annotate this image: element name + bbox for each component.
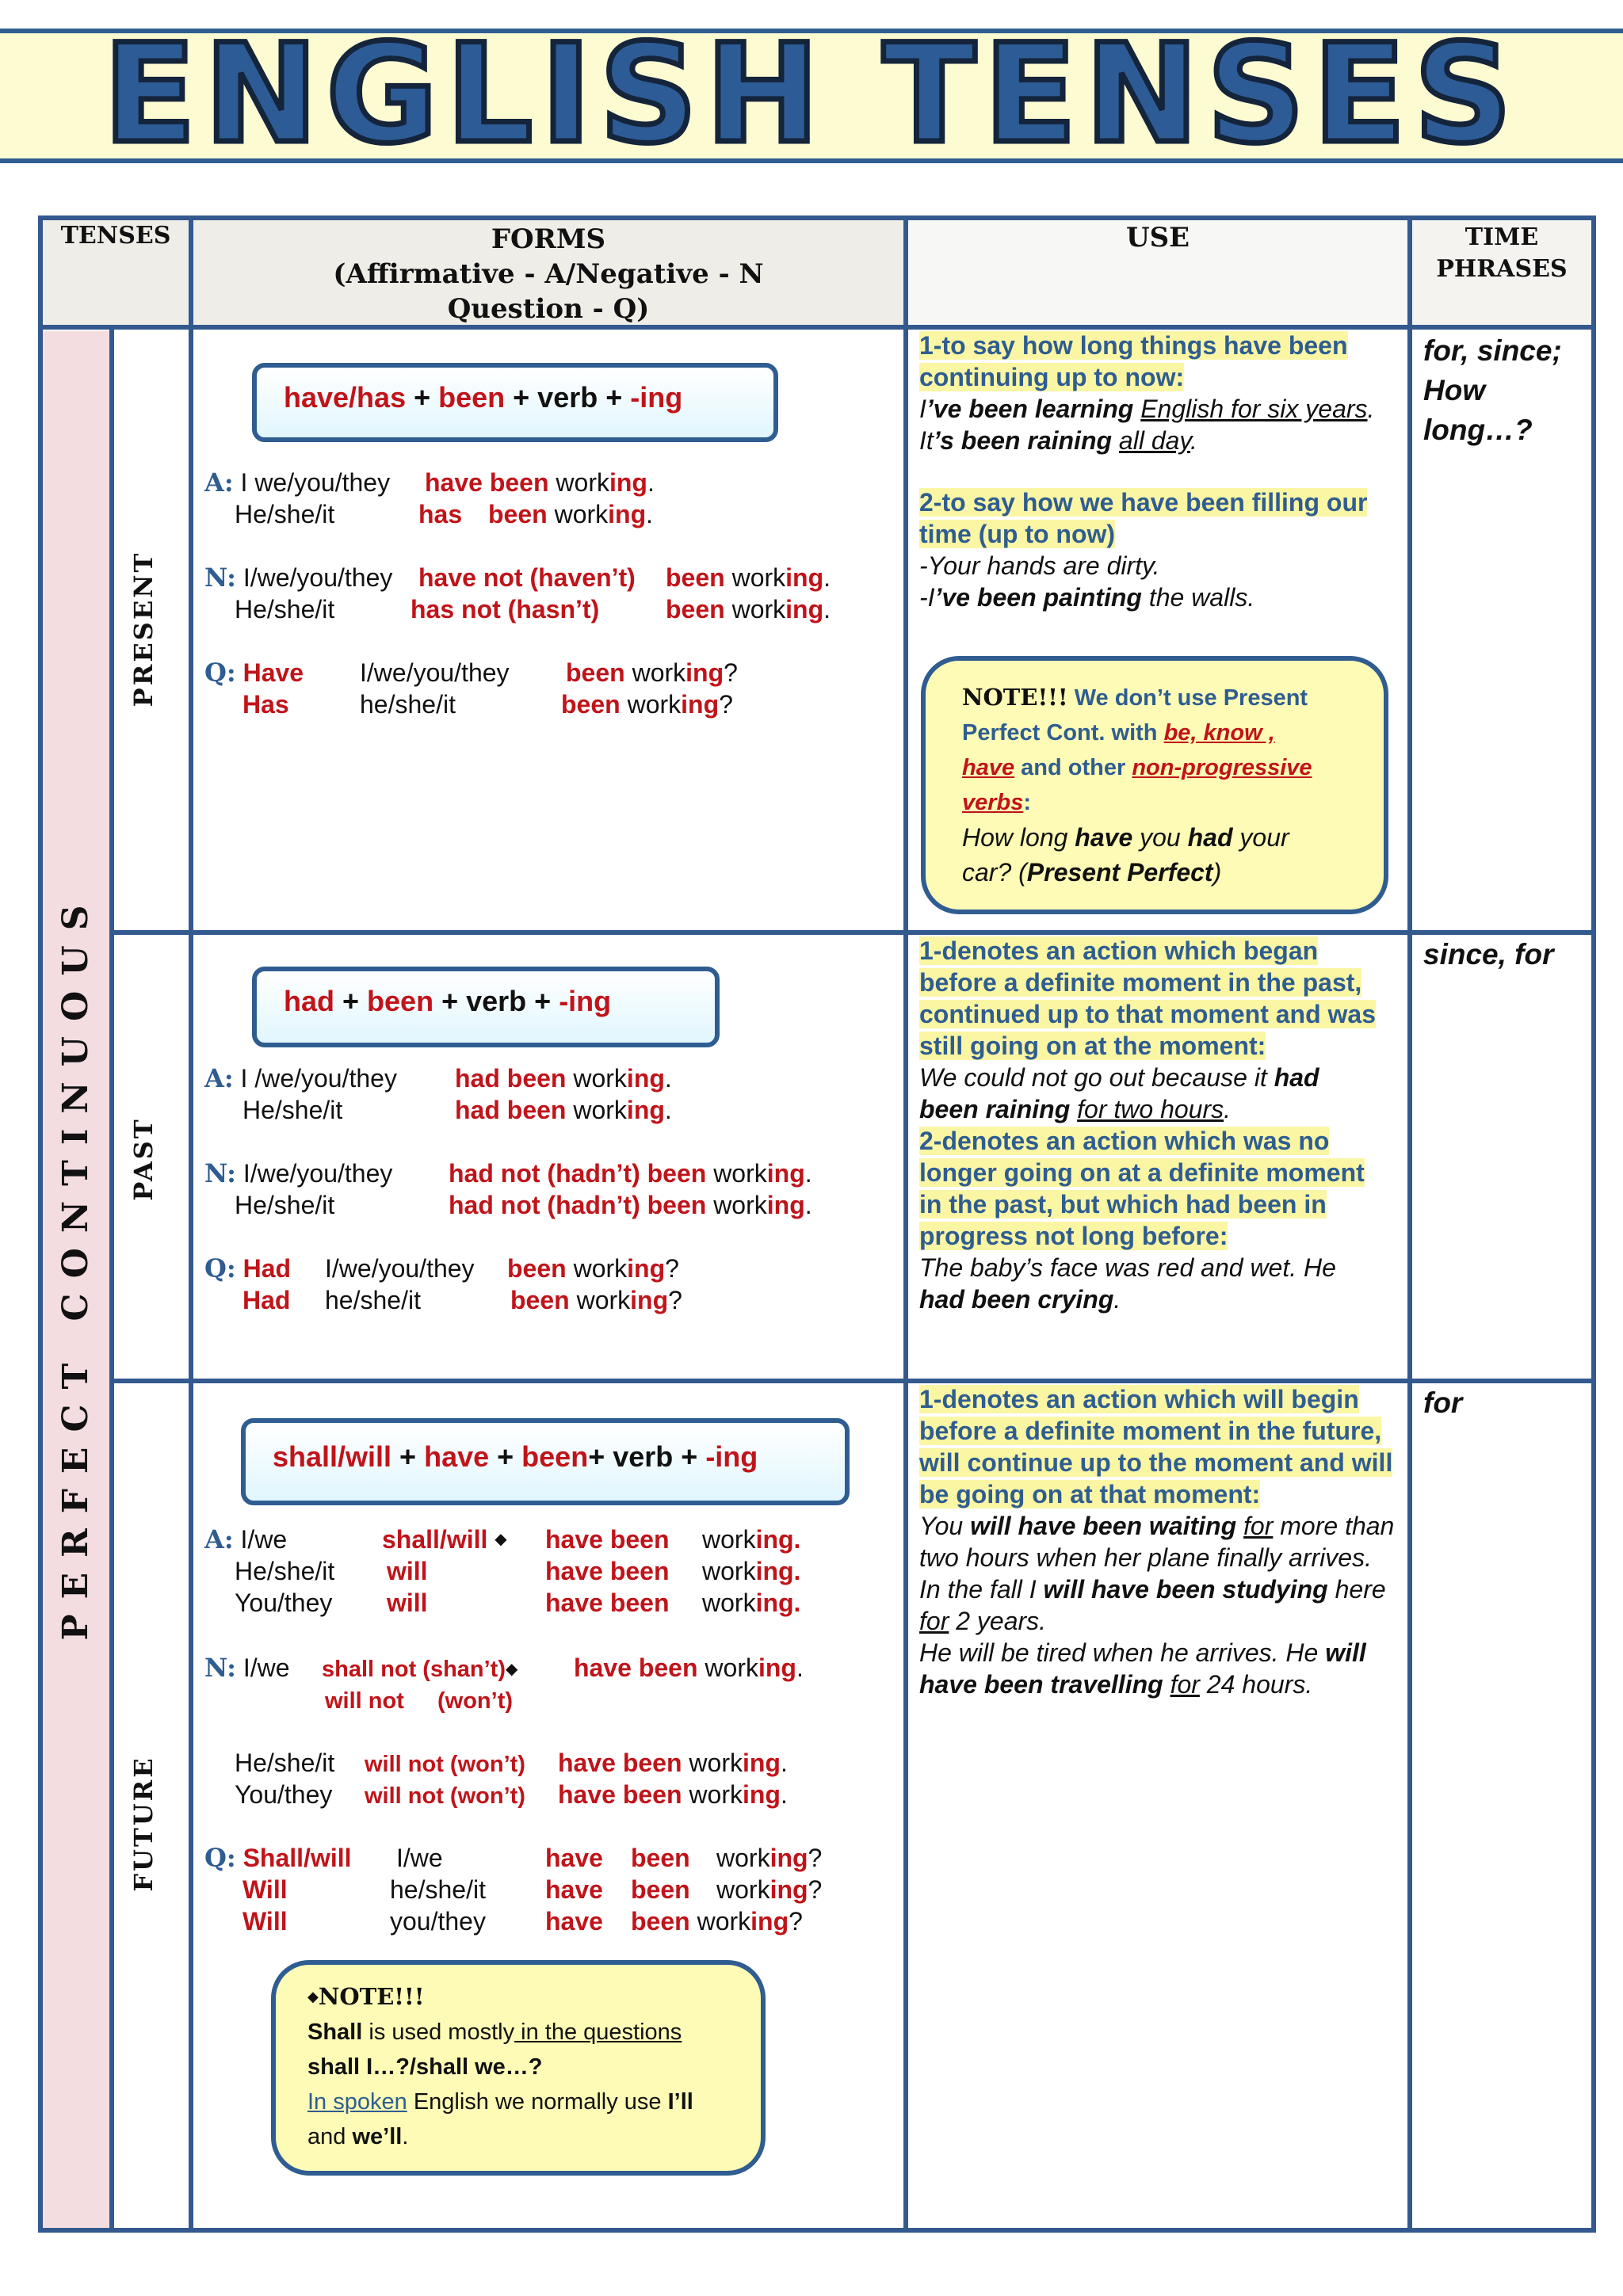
future-affirmative-1-rest: have been: [545, 1525, 670, 1554]
present-formula-box: have/has + been + verb + -ing: [252, 363, 778, 442]
col-divider-group: [109, 325, 114, 2233]
col-divider-use: [1407, 215, 1412, 2233]
future-affirmative-3: You/they: [235, 1589, 333, 1617]
past-use: [919, 935, 1382, 1315]
future-question-3-subject: you/they: [390, 1907, 486, 1936]
future-affirmative-3-ing: working.: [702, 1589, 801, 1617]
future-affirmative-1: A: I/we: [204, 1524, 288, 1554]
present-affirmative-2-verb: has: [418, 500, 463, 528]
present-use-heading-2: 2-to say how we have been filling our time (up to now): [919, 488, 1368, 548]
present-affirmative-1-verb: have been working.: [425, 468, 655, 497]
diamond-icon: ◆: [506, 1661, 518, 1678]
past-question-1-subject: I/we/you/they: [325, 1254, 475, 1283]
future-affirmative-2-rest: have been: [545, 1557, 670, 1585]
future-question-1-rest: working?: [716, 1844, 823, 1872]
future-use-example-3: He will be tired when he arrives. He will have been travelling for 24 hours.: [919, 1638, 1366, 1699]
future-use: [919, 1383, 1398, 1700]
future-affirmative-2: He/she/it: [235, 1557, 335, 1585]
present-use: [919, 330, 1395, 613]
present-note-title: NOTE!!!: [962, 684, 1068, 711]
future-question-2: Will: [242, 1875, 288, 1904]
tense-label-future: FUTURE: [128, 1756, 158, 1892]
future-use-heading-1: 1-denotes an action which will begin before a definite moment in the future, will continue up to the moment and will be going on at that moment:: [919, 1385, 1393, 1508]
future-question-3-rest: been working?: [631, 1907, 803, 1936]
future-negative-2-rest: have been working.: [558, 1749, 788, 1777]
future-question-3: Will: [242, 1907, 288, 1936]
present-question-2-rest: been working?: [561, 690, 733, 719]
past-negative-1: N: I/we/you/they: [204, 1158, 393, 1188]
past-question-1: Q: Had: [204, 1253, 292, 1283]
past-question-2-subject: he/she/it: [325, 1286, 421, 1314]
future-question-2-subject: he/she/it: [390, 1875, 486, 1904]
past-use-heading-1: 1-denotes an action which began before a definite moment in the past, continued up to that moment and was still going on at the moment:: [919, 936, 1376, 1060]
page-title: ENGLISH TENSES: [103, 14, 1520, 174]
present-negative-1: N: I/we/you/they: [204, 563, 393, 593]
past-negative-2-verb: had not (hadn’t) been working.: [449, 1191, 812, 1219]
present-negative-1-rest: been working.: [666, 563, 831, 592]
past-affirmative-2-verb: had been working.: [455, 1096, 672, 1124]
present-negative-2: He/she/it: [235, 595, 335, 624]
future-question-1-been: been: [631, 1844, 690, 1872]
future-affirmative-2-verb: will: [387, 1557, 428, 1585]
present-question-2: Has: [242, 690, 289, 719]
future-negative-3: You/they: [235, 1780, 333, 1809]
present-note-box: NOTE!!! We don’t use Present Perfect Cont. with be, know , have and other non-progressive verbs: How long have you had your car? (Present Perfect): [921, 656, 1388, 914]
past-time-phrases: since, for: [1423, 938, 1554, 971]
future-question-1: Q: Shall/will: [204, 1843, 352, 1873]
past-question-2: Had: [242, 1286, 291, 1314]
future-negative-1b-contraction: (won’t): [437, 1688, 514, 1714]
past-use-example-2: The baby’s face was red and wet. He had been crying.: [919, 1253, 1336, 1314]
future-affirmative-1-verb: shall/will ◆: [382, 1525, 507, 1554]
past-formula-box: had + been + verb + -ing: [252, 967, 720, 1047]
future-question-1-have: have: [545, 1844, 603, 1872]
future-time-phrases: for: [1423, 1386, 1463, 1419]
future-question-2-been: been: [631, 1875, 690, 1904]
present-use-heading-1: 1-to say how long things have been continuing up to now:: [919, 331, 1348, 391]
past-affirmative-1: A: I /we/you/they: [204, 1063, 397, 1093]
past-affirmative-1-verb: had been working.: [455, 1064, 672, 1093]
present-use-example-2: It’s been raining all day.: [919, 426, 1197, 455]
col-divider-tense: [189, 215, 193, 2233]
tense-label-past: PAST: [128, 1117, 158, 1201]
col-divider-forms: [903, 215, 908, 2233]
future-negative-3-verb: will not (won’t): [365, 1783, 525, 1809]
future-formula-box: shall/will + have + been+ verb + -ing: [241, 1418, 850, 1505]
present-time-phrases: for, since; How long…?: [1423, 334, 1562, 446]
group-label-perfect-continuous: PERFECT CONTINUOUS: [55, 890, 96, 1641]
future-note-box: ◆NOTE!!! Shall is used mostly in the questions shall I…?/shall we…? In spoken English we normally use I’ll and we’ll.: [271, 1960, 766, 2176]
past-use-heading-2: 2-denotes an action which was no longer going on at a definite moment in the past, but which had been in progress not long before:: [919, 1127, 1365, 1250]
past-question-2-rest: been working?: [510, 1286, 682, 1314]
past-use-example-1: We could not go out because it had been raining for two hours.: [919, 1063, 1319, 1123]
future-affirmative-2-ing: working.: [702, 1557, 801, 1585]
future-negative-1: N: I/we: [204, 1653, 290, 1683]
diamond-icon: ◆: [495, 1531, 507, 1548]
present-affirmative-1: A: I we/you/they: [204, 467, 391, 498]
future-negative-2: He/she/it: [235, 1749, 335, 1777]
past-negative-2: He/she/it: [235, 1191, 335, 1219]
future-affirmative-3-rest: have been: [545, 1589, 670, 1617]
present-use-example-1: I’ve been learning English for six years.: [919, 395, 1375, 423]
present-question-1-subject: I/we/you/they: [360, 658, 510, 687]
present-negative-1-verb: have not (haven’t): [418, 563, 636, 592]
future-negative-1-rest: have been working.: [574, 1653, 804, 1682]
present-affirmative-2-rest: been working.: [488, 500, 654, 528]
present-negative-2-rest: been working.: [666, 595, 831, 624]
tense-label-present: PRESENT: [128, 551, 158, 707]
present-use-example-4: -I’ve been painting the walls.: [919, 583, 1255, 612]
header-time-phrases: TIME PHRASES: [1436, 223, 1568, 283]
future-affirmative-1-ing: working.: [702, 1525, 801, 1554]
present-use-example-3: -Your hands are dirty.: [919, 551, 1160, 580]
present-question-1-rest: been working?: [566, 658, 738, 687]
future-negative-3-rest: have been working.: [558, 1780, 788, 1809]
future-affirmative-3-verb: will: [387, 1589, 428, 1617]
future-question-2-rest: working?: [716, 1875, 823, 1904]
past-negative-1-verb: had not (hadn’t) been working.: [449, 1159, 812, 1188]
present-affirmative-2: He/she/it: [235, 500, 335, 528]
header-tenses: TENSES: [60, 222, 171, 250]
future-negative-1b: will not: [325, 1688, 404, 1714]
future-use-example-1: You will have been waiting for more than two hours when her plane finally arrives.: [919, 1512, 1395, 1572]
future-note-title: NOTE!!!: [318, 1983, 425, 2010]
future-question-2-have: have: [545, 1875, 603, 1904]
future-use-example-2: In the fall I will have been studying here for 2 years.: [919, 1575, 1386, 1635]
future-negative-1-verb: shall not (shan’t)◆: [322, 1657, 518, 1682]
header-use: USE: [1125, 222, 1190, 254]
present-question-1: Q: Have: [204, 658, 304, 688]
future-question-1-subject: I/we: [396, 1844, 443, 1872]
present-question-2-subject: he/she/it: [360, 690, 456, 719]
future-negative-2-verb: will not (won’t): [365, 1752, 525, 1777]
past-affirmative-2: He/she/it: [242, 1096, 343, 1124]
header-forms: FORMS (Affirmative - A/Negative - N Question - Q): [333, 223, 764, 325]
past-question-1-rest: been working?: [507, 1254, 679, 1283]
present-negative-2-verb: has not (hasn’t): [411, 595, 600, 624]
future-question-3-have: have: [545, 1907, 603, 1936]
diamond-icon: ◆: [307, 1989, 319, 2004]
